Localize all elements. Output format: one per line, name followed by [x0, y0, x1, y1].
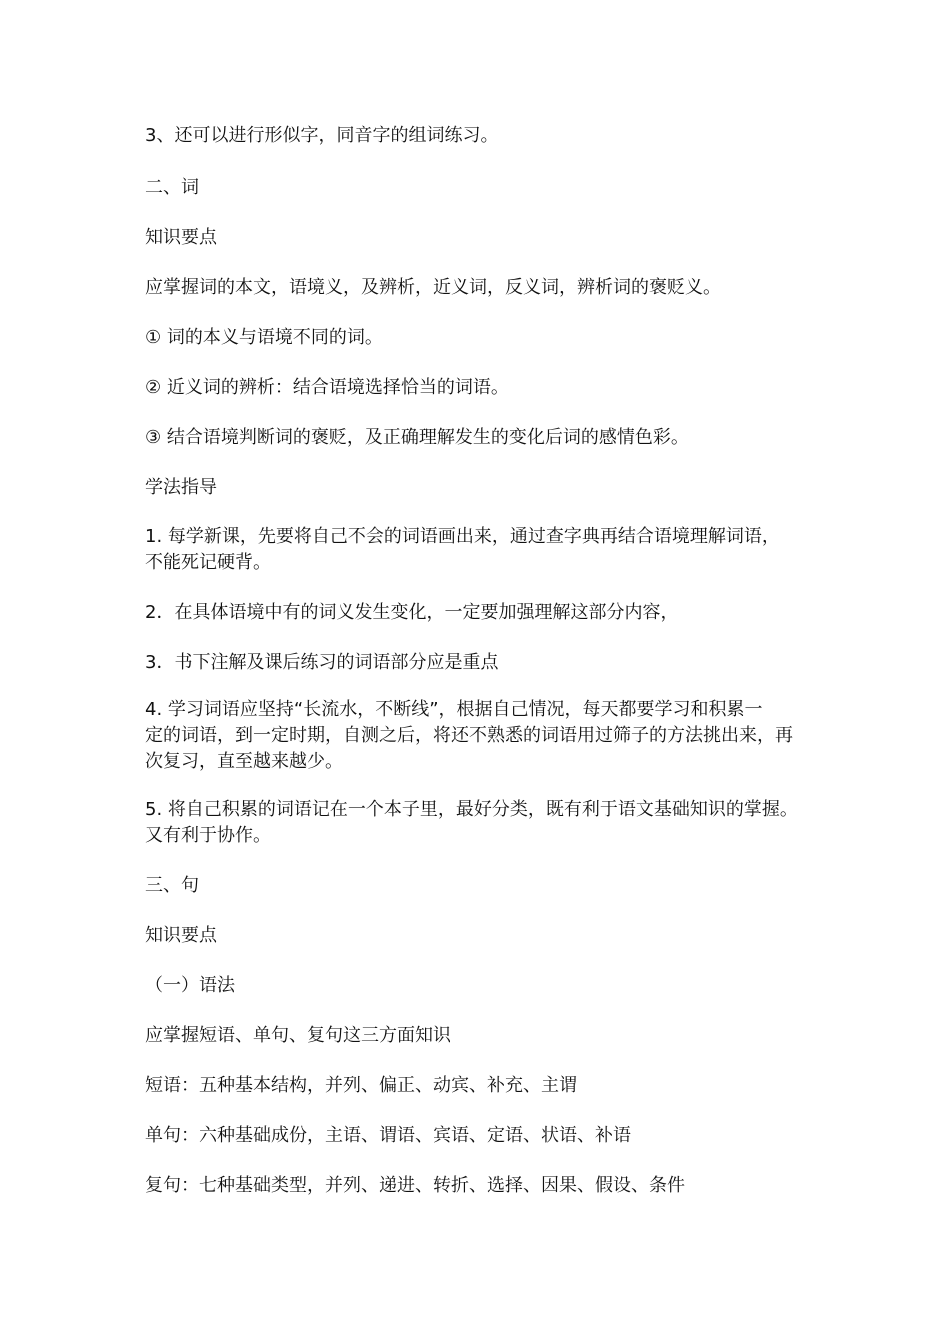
- study-item-1: [145, 524, 825, 576]
- study-item-4-line-1: 4. 学习词语应坚持“长流水，不断线”，根据自己情况，每天都要学习和积累一: [145, 699, 763, 720]
- text-line-simple-sentences: 单句：六种基础成份，主语、谓语、宾语、定语、状语、补语: [145, 1125, 631, 1146]
- study-item-3: 3．书下注解及课后练习的词语部分应是重点: [145, 652, 499, 673]
- study-item-5-line-2: 又有利于协作。: [145, 825, 271, 846]
- section-heading-sentences: 三、句: [145, 875, 199, 896]
- text-line-phrases: 短语：五种基本结构，并列、偏正、动宾、补充、主谓: [145, 1075, 577, 1096]
- text-line-grammar-intro: 应掌握短语、单句、复句这三方面知识: [145, 1025, 451, 1046]
- text-line-homophone-practice: 3、还可以进行形似字，同音字的组词练习。: [145, 125, 499, 146]
- text-line-complex-sentences: 复句：七种基础类型，并列、递进、转折、选择、因果、假设、条件: [145, 1175, 685, 1196]
- study-item-4-line-2: 定的词语，到一定时期，自测之后，将还不熟悉的词语用过筛子的方法挑出来，再: [145, 725, 793, 746]
- subheading-knowledge-points-2: 知识要点: [145, 925, 217, 946]
- subheading-knowledge-points: 知识要点: [145, 227, 217, 248]
- text-line-word-meaning: 应掌握词的本文，语境义，及辨析，近义词，反义词，辨析词的褒贬义。: [145, 277, 721, 298]
- study-item-1-line-2: 不能死记硬背。: [145, 552, 271, 573]
- study-item-5-line-1: 5. 将自己积累的词语记在一个本子里，最好分类，既有利于语文基础知识的掌握。: [145, 799, 798, 820]
- list-item-circled-3: ③ 结合语境判断词的褒贬，及正确理解发生的变化后词的感情色彩。: [145, 427, 689, 448]
- list-item-circled-2: ② 近义词的辨析：结合语境选择恰当的词语。: [145, 377, 509, 398]
- study-item-2: 2．在具体语境中有的词义发生变化，一定要加强理解这部分内容，: [145, 602, 679, 623]
- list-item-circled-1: ① 词的本义与语境不同的词。: [145, 327, 383, 348]
- study-item-1-line-1: 1. 每学新课，先要将自己不会的词语画出来，通过查字典再结合语境理解词语，: [145, 526, 780, 547]
- subheading-study-guide: 学法指导: [145, 477, 217, 498]
- study-item-5: [145, 797, 825, 849]
- study-item-4: [145, 697, 825, 775]
- section-heading-words: 二、词: [145, 177, 199, 198]
- subheading-grammar: （一）语法: [145, 975, 235, 996]
- study-item-4-line-3: 次复习，直至越来越少。: [145, 751, 343, 772]
